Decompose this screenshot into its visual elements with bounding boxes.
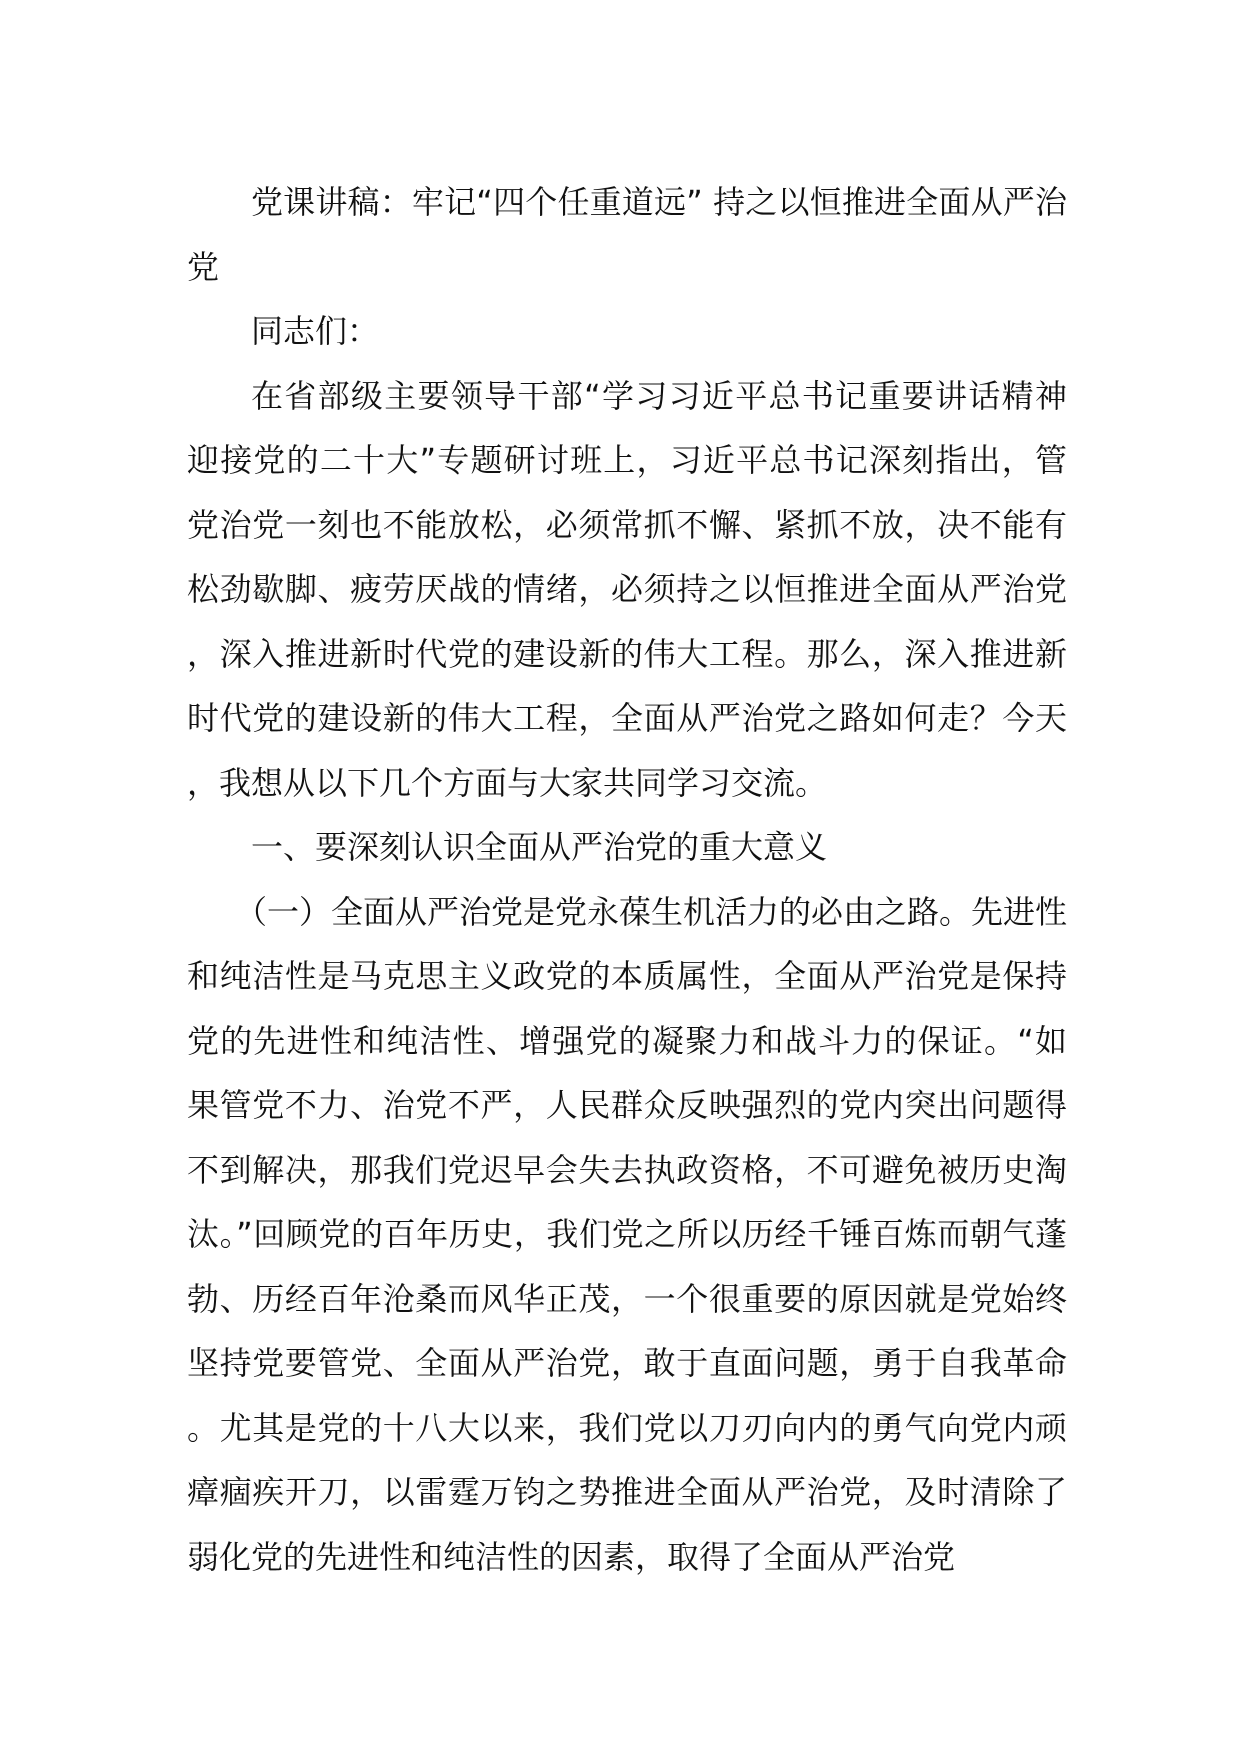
subsection-paragraph-1: （一）全面从严治党是党永葆生机活力的必由之路。先进性和纯洁性是马克思主义政党的本质属性，全面从严治党是保持党的先进性和纯洁性、增强党的凝聚力和战斗力的保证。“如果管党不力、治党不严，人民群众反映强烈的党内突出问题得不到解决，那我们党迟早会失去执政资格，不可避免被历史淘汰。”回顾党的百年历史，我们党之所以历经千锤百炼而朝气蓬勃、历经百年沧桑而风华正茂，一个很重要的原因就是党始终坚持党要管党、全面从严治党，敢于直面问题，勇于自我革命。尤其是党的十八大以来，我们党以刀刃向内的勇气向党内顽瘴痼疾开刀，以雷霆万钧之势推进全面从严治党，及时清除了弱化党的先进性和纯洁性的因素，取得了全面从严治党 [187,892,1068,1576]
section-heading-1: 一、要深刻认识全面从严治党的重大意义 [251,828,828,866]
intro-paragraph: 在省部级主要领导干部“学习习近平总书记重要讲话精神 迎接党的二十大”专题研讨班上，习近平总书记深刻指出，管党治党一刻也不能放松，必须常抓不懈、紧抓不放，决不能有松劲歇脚、疲劳厌战的情绪，必须持之以恒推进全面从严治党，深入推进新时代党的建设新的伟大工程。那么，深入推进新时代党的建设新的伟大工程，全面从严治党之路如何走？今天，我想从以下几个方面与大家共同学习交流。 [187,376,1067,802]
document-title: 党课讲稿：牢记“四个任重道远” 持之以恒推进全面从严治党 [187,183,1067,286]
document-body [187,170,1067,1589]
salutation: 同志们： [251,312,380,350]
